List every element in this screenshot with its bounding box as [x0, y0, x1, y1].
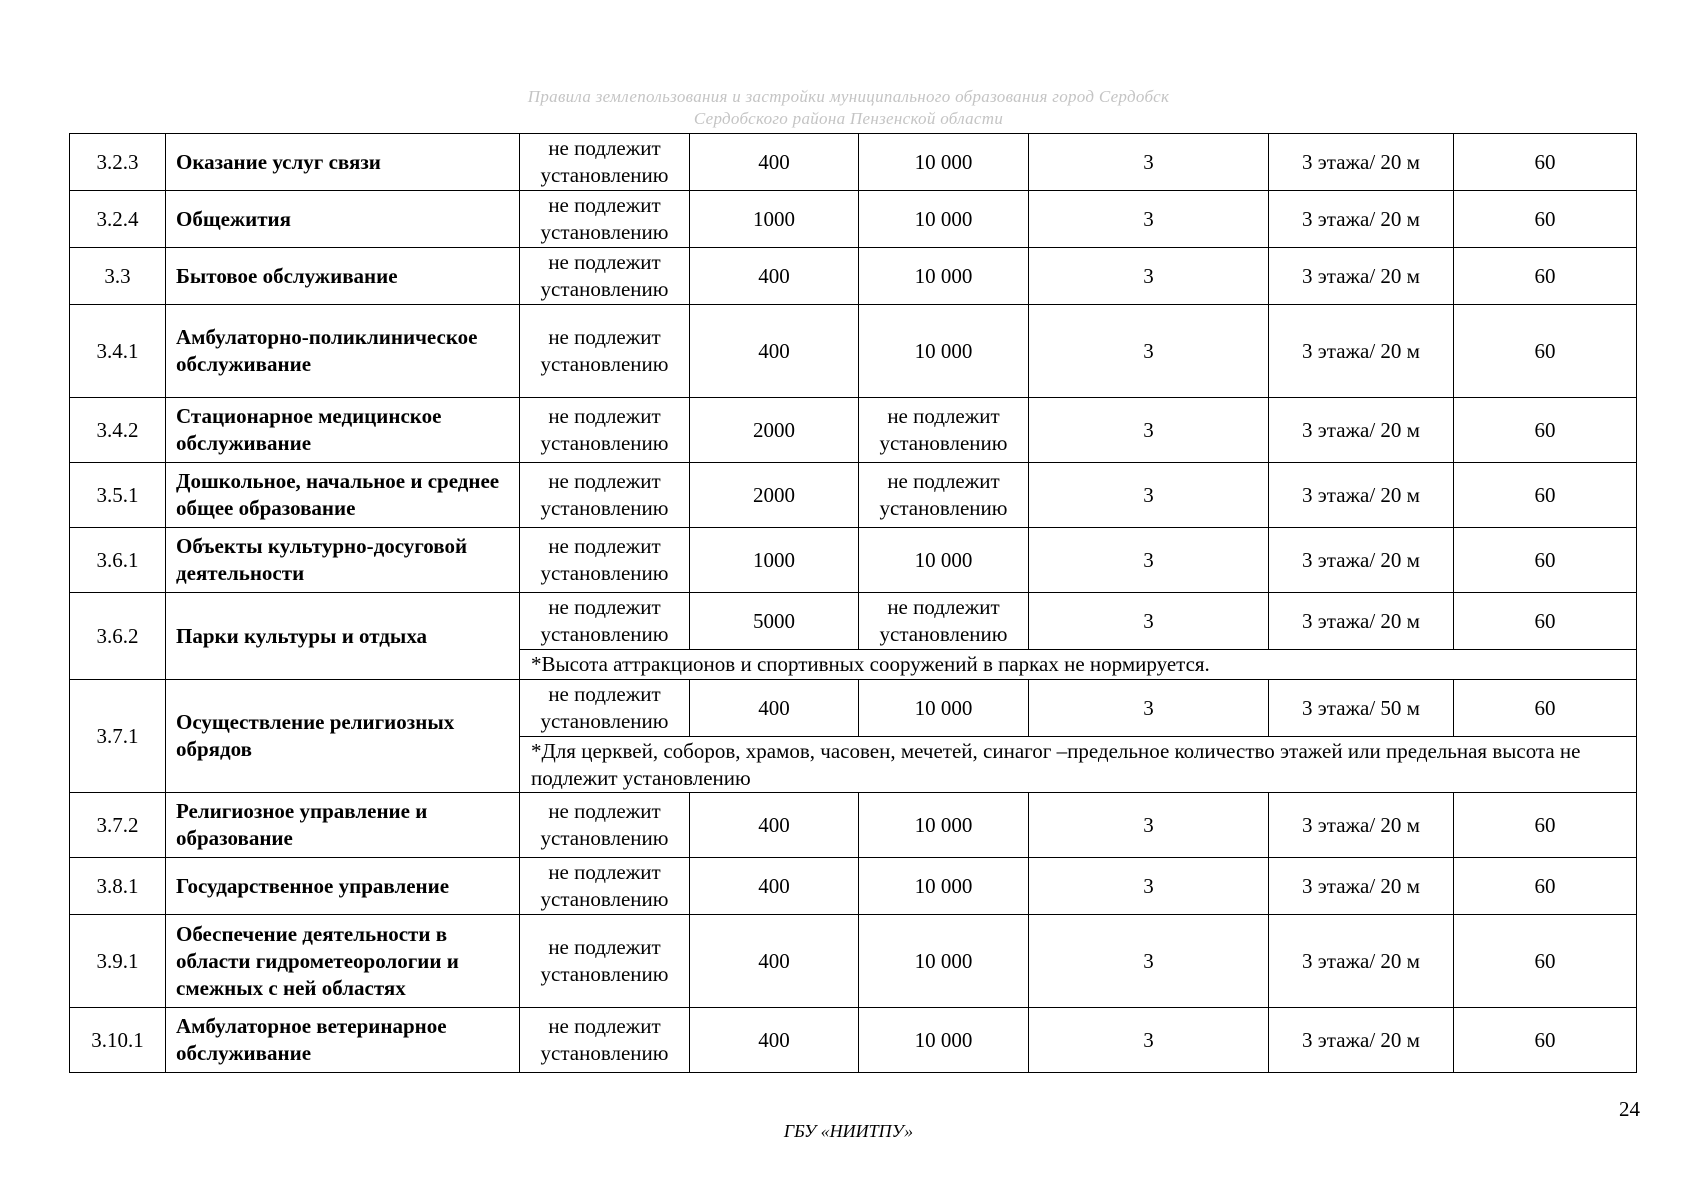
setback-cell: 3: [1029, 463, 1269, 528]
min-size-cell: не подлежит установлению: [520, 463, 690, 528]
min-size-cell: не подлежит установлению: [520, 593, 690, 650]
name-cell: Религиозное управление и образование: [166, 793, 520, 858]
code-cell: 3.6.2: [70, 593, 166, 680]
min-area-cell: 5000: [690, 593, 859, 650]
code-cell: 3.9.1: [70, 915, 166, 1008]
page-footer: ГБУ «НИИТПУ»: [783, 1121, 914, 1141]
min-size-cell: не подлежит установлению: [520, 1008, 690, 1073]
floors-height-cell: 3 этажа/ 20 м: [1269, 134, 1454, 191]
name-cell: Обеспечение деятельности в области гидрометеорологии и смежных с ней областях: [166, 915, 520, 1008]
table-row: [70, 593, 1637, 650]
table-row: [70, 398, 1637, 463]
name-cell: Общежития: [166, 191, 520, 248]
coverage-cell: 60: [1454, 398, 1637, 463]
min-size-cell: не подлежит установлению: [520, 134, 690, 191]
coverage-cell: 60: [1454, 915, 1637, 1008]
min-area-cell: 1000: [690, 191, 859, 248]
table-row: [70, 680, 1637, 737]
max-area-cell: 10 000: [859, 191, 1029, 248]
min-area-cell: 400: [690, 793, 859, 858]
coverage-cell: 60: [1454, 248, 1637, 305]
name-cell: Амбулаторно-поликлиническое обслуживание: [166, 305, 520, 398]
table-row: [70, 528, 1637, 593]
min-area-cell: 400: [690, 305, 859, 398]
setback-cell: 3: [1029, 398, 1269, 463]
name-cell: Осуществление религиозных обрядов: [166, 680, 520, 793]
name-cell: Государственное управление: [166, 858, 520, 915]
coverage-cell: 60: [1454, 134, 1637, 191]
max-area-cell: не подлежит установлению: [859, 593, 1029, 650]
name-cell: Амбулаторное ветеринарное обслуживание: [166, 1008, 520, 1073]
coverage-cell: 60: [1454, 305, 1637, 398]
floors-height-cell: 3 этажа/ 50 м: [1269, 680, 1454, 737]
floors-height-cell: 3 этажа/ 20 м: [1269, 305, 1454, 398]
setback-cell: 3: [1029, 528, 1269, 593]
name-cell: Парки культуры и отдыха: [166, 593, 520, 680]
floors-height-cell: 3 этажа/ 20 м: [1269, 858, 1454, 915]
table-row: [70, 858, 1637, 915]
code-cell: 3.6.1: [70, 528, 166, 593]
code-cell: 3.4.2: [70, 398, 166, 463]
max-area-cell: 10 000: [859, 528, 1029, 593]
code-cell: 3.2.3: [70, 134, 166, 191]
setback-cell: 3: [1029, 915, 1269, 1008]
code-cell: 3.10.1: [70, 1008, 166, 1073]
table-row: [70, 915, 1637, 1008]
min-size-cell: не подлежит установлению: [520, 528, 690, 593]
code-cell: 3.3: [70, 248, 166, 305]
header-line-1: Правила землепользования и застройки муниципального образования город Сердобск: [527, 87, 1170, 106]
code-cell: 3.5.1: [70, 463, 166, 528]
code-cell: 3.2.4: [70, 191, 166, 248]
setback-cell: 3: [1029, 1008, 1269, 1073]
min-area-cell: 400: [690, 858, 859, 915]
coverage-cell: 60: [1454, 593, 1637, 650]
note-cell: *Для церквей, соборов, храмов, часовен, мечетей, синагог –предельное количество этажей или предельная высота не подлежит установлению: [520, 737, 1637, 793]
coverage-cell: 60: [1454, 858, 1637, 915]
page-number: 24: [1619, 1097, 1640, 1121]
min-size-cell: не подлежит установлению: [520, 915, 690, 1008]
max-area-cell: 10 000: [859, 134, 1029, 191]
floors-height-cell: 3 этажа/ 20 м: [1269, 915, 1454, 1008]
setback-cell: 3: [1029, 305, 1269, 398]
floors-height-cell: 3 этажа/ 20 м: [1269, 463, 1454, 528]
max-area-cell: 10 000: [859, 680, 1029, 737]
name-cell: Стационарное медицинское обслуживание: [166, 398, 520, 463]
min-area-cell: 2000: [690, 463, 859, 528]
setback-cell: 3: [1029, 593, 1269, 650]
code-cell: 3.8.1: [70, 858, 166, 915]
min-area-cell: 400: [690, 134, 859, 191]
setback-cell: 3: [1029, 248, 1269, 305]
min-area-cell: 2000: [690, 398, 859, 463]
max-area-cell: 10 000: [859, 858, 1029, 915]
min-area-cell: 400: [690, 680, 859, 737]
min-size-cell: не подлежит установлению: [520, 305, 690, 398]
code-cell: 3.7.1: [70, 680, 166, 793]
min-area-cell: 400: [690, 915, 859, 1008]
min-size-cell: не подлежит установлению: [520, 248, 690, 305]
coverage-cell: 60: [1454, 680, 1637, 737]
table-row: [70, 305, 1637, 398]
coverage-cell: 60: [1454, 793, 1637, 858]
floors-height-cell: 3 этажа/ 20 м: [1269, 1008, 1454, 1073]
setback-cell: 3: [1029, 858, 1269, 915]
name-cell: Бытовое обслуживание: [166, 248, 520, 305]
setback-cell: 3: [1029, 134, 1269, 191]
table-row: [70, 191, 1637, 248]
min-size-cell: не подлежит установлению: [520, 191, 690, 248]
table-row: [70, 793, 1637, 858]
code-cell: 3.7.2: [70, 793, 166, 858]
coverage-cell: 60: [1454, 191, 1637, 248]
setback-cell: 3: [1029, 191, 1269, 248]
table-row: [70, 248, 1637, 305]
code-cell: 3.4.1: [70, 305, 166, 398]
max-area-cell: не подлежит установлению: [859, 398, 1029, 463]
coverage-cell: 60: [1454, 463, 1637, 528]
floors-height-cell: 3 этажа/ 20 м: [1269, 528, 1454, 593]
name-cell: Дошкольное, начальное и среднее общее образование: [166, 463, 520, 528]
table-row: [70, 463, 1637, 528]
coverage-cell: 60: [1454, 528, 1637, 593]
floors-height-cell: 3 этажа/ 20 м: [1269, 793, 1454, 858]
min-area-cell: 400: [690, 1008, 859, 1073]
coverage-cell: 60: [1454, 1008, 1637, 1073]
floors-height-cell: 3 этажа/ 20 м: [1269, 593, 1454, 650]
max-area-cell: 10 000: [859, 1008, 1029, 1073]
header-line-2: Сердобского района Пензенской области: [693, 109, 1004, 128]
min-size-cell: не подлежит установлению: [520, 858, 690, 915]
note-cell: *Высота аттракционов и спортивных сооружений в парках не нормируется.: [520, 650, 1637, 680]
name-cell: Оказание услуг связи: [166, 134, 520, 191]
min-size-cell: не подлежит установлению: [520, 680, 690, 737]
max-area-cell: 10 000: [859, 305, 1029, 398]
table-row: [70, 134, 1637, 191]
floors-height-cell: 3 этажа/ 20 м: [1269, 398, 1454, 463]
running-header: [0, 86, 1697, 130]
land-use-parameters-table: [69, 133, 1637, 1073]
max-area-cell: не подлежит установлению: [859, 463, 1029, 528]
min-area-cell: 1000: [690, 528, 859, 593]
table-row: [70, 1008, 1637, 1073]
max-area-cell: 10 000: [859, 915, 1029, 1008]
min-area-cell: 400: [690, 248, 859, 305]
setback-cell: 3: [1029, 793, 1269, 858]
name-cell: Объекты культурно-досуговой деятельности: [166, 528, 520, 593]
floors-height-cell: 3 этажа/ 20 м: [1269, 191, 1454, 248]
max-area-cell: 10 000: [859, 793, 1029, 858]
min-size-cell: не подлежит установлению: [520, 398, 690, 463]
floors-height-cell: 3 этажа/ 20 м: [1269, 248, 1454, 305]
setback-cell: 3: [1029, 680, 1269, 737]
max-area-cell: 10 000: [859, 248, 1029, 305]
min-size-cell: не подлежит установлению: [520, 793, 690, 858]
